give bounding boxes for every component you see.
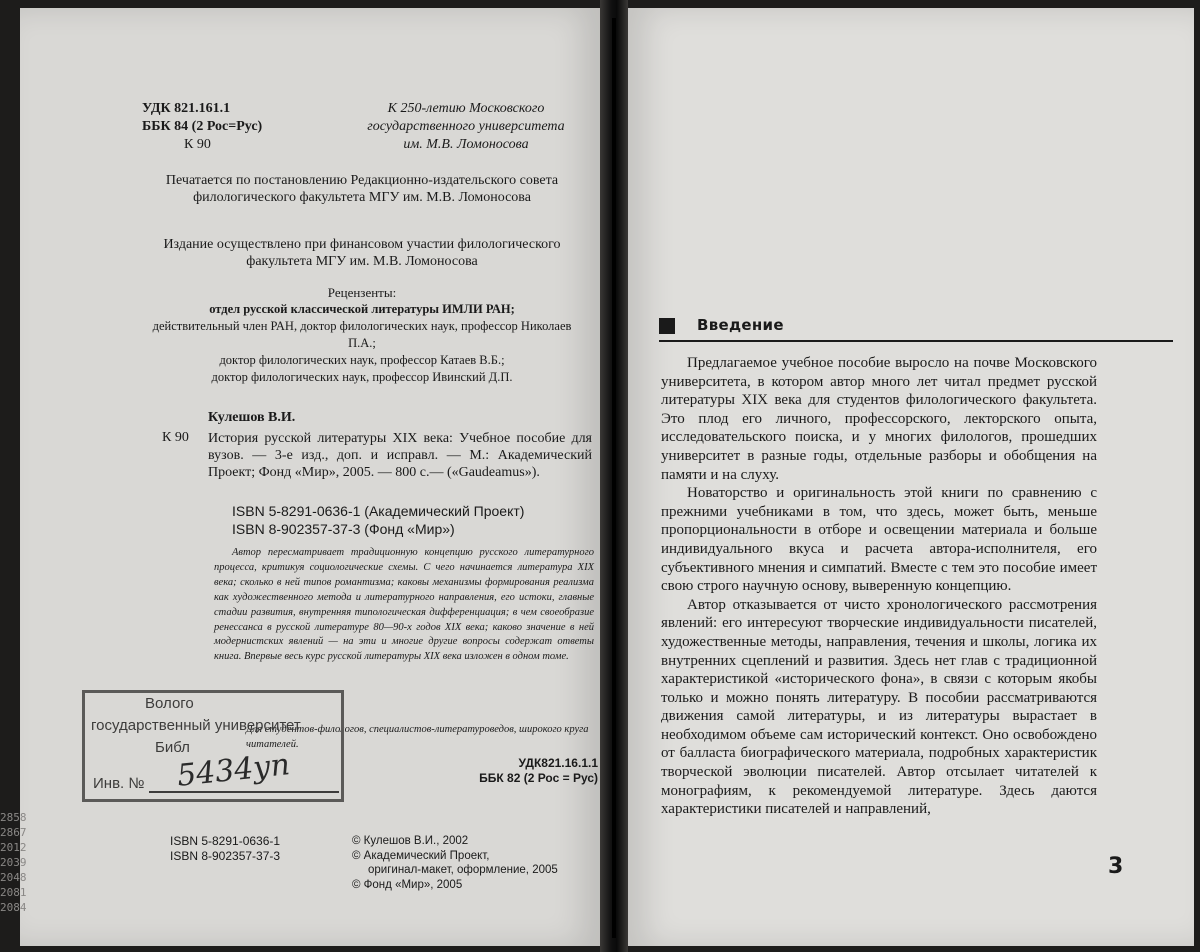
isbn-line: ISBN 5-8291-0636-1 bbox=[170, 834, 281, 848]
stamp-inventory-number: 5434уп bbox=[175, 747, 292, 794]
section-marker-square bbox=[659, 318, 675, 334]
introduction-body bbox=[661, 354, 1097, 819]
author-mark: К 90 bbox=[184, 137, 211, 152]
bleed-digit: 2081 bbox=[0, 886, 27, 899]
isbn-bottom bbox=[170, 834, 280, 864]
annotation: Автор пересматривает традиционную концепцию русского литературного процесса, критикуя социологические схемы. С чего начинается литература XIX века; сколько в ней типов романтизма; каковы механизмы формирования реализма как художественного метода и литературного направления, его истоки, главные стадии развития, внутренняя типологическая дифференциация; в чем своеобразие ренессанса в русской литературе 80—90-х годов XIX века; каково значение в ней модернистских явлений — на эти и многие другие вопросы содержат ответы книга. Впервые весь курс русской литературы XIX века изложен в одном томе. bbox=[214, 547, 594, 663]
funding-note: Издание осуществлено при финансовом участии филологического факультета МГУ им. М.В. Ломоносова bbox=[163, 237, 561, 269]
reviewer: отдел русской классической литературы ИМЛИ РАН; bbox=[209, 302, 515, 316]
stamp-line: государственный университет bbox=[91, 717, 301, 734]
bleed-digit: 2084 bbox=[0, 901, 27, 914]
bleed-digit: 2012 bbox=[0, 841, 27, 854]
isbn-block bbox=[232, 502, 524, 538]
dedication bbox=[332, 100, 600, 154]
isbn-line: ISBN 5-8291-0636-1 (Академический Проект) bbox=[232, 503, 525, 519]
paragraph: Предлагаемое учебное пособие выросло на почве Московского университета, в котором автор много лет читал предмет русской литературы XIX века для студентов филологического факультета. Это плод его личного, профессорского, лекторского опыта, исследовательского поиска, и у многих филологов, прошедших университет в разные годы, отдельные разборы и обобщения на памяти и на слуху. bbox=[661, 355, 1097, 483]
stamp-inventory-label: Инв. № bbox=[93, 775, 145, 792]
bleed-digit: 2048 bbox=[0, 871, 27, 884]
paragraph: Автор отказывается от чисто хронологического рассмотрения явлений: его интересуют творческие индивидуальности писателей, художественные методы, направления, течения и школы, логика их внутренних сцеплений и развития. Здесь нет глав с традиционной характеристикой «исторического фона», в связи с которым якобы только и можно понять литературу. В пособии рассматриваются движения самой литературы, и из литературы вырастает в необходимом объеме сам исторический контекст. Оно освобождено от балласта биографического материала, подробных характеристик творческой эволюции писателей. Автор отсылает читателей к монографиям, к рекомендуемой литературе. Здесь даются характеристики писателей и направлений, bbox=[661, 596, 1097, 818]
paragraph: Новаторство и оригинальность этой книги по сравнению с прежними учебниками в том, что здесь, может быть, меньше пропорциональности в отборе и освещении материала и больше индивидуального вкуса и расчета автора-исполнителя, его субъективного мнения и симпатий. Вместе с тем это пособие имеет свою строго научную основу, выверенную концепцию. bbox=[661, 485, 1097, 595]
classification-codes bbox=[142, 100, 262, 154]
dedication-line: им. М.В. Ломоносова bbox=[403, 137, 529, 152]
udk-line: УДК821.16.1.1 bbox=[518, 756, 598, 770]
udk-repeat bbox=[420, 756, 598, 786]
copyright-line: © Фонд «Мир», 2005 bbox=[352, 878, 463, 891]
gutter-line bbox=[612, 18, 616, 938]
bleed-digit: 2858 bbox=[0, 811, 27, 824]
isbn-line: ISBN 8-902357-37-3 bbox=[170, 849, 281, 863]
copyright-block bbox=[352, 834, 558, 892]
bleed-digit: 2039 bbox=[0, 856, 27, 869]
dedication-line: К 250-летию Московского bbox=[387, 101, 545, 116]
section-title: Введение bbox=[697, 316, 784, 334]
reviewer: доктор филологических наук, профессор Катаев В.Б.; bbox=[219, 353, 505, 367]
bleed-through-digits bbox=[0, 810, 50, 915]
udk-code: УДК 821.161.1 bbox=[142, 101, 231, 116]
author-name: Кулешов В.И. bbox=[208, 410, 296, 425]
copyright-line: оригинал-макет, оформление, 2005 bbox=[368, 864, 558, 876]
reviewers-block bbox=[142, 284, 582, 386]
catalog-mark: К 90 bbox=[162, 430, 189, 445]
section-header bbox=[659, 318, 1173, 342]
audience-note: Для студентов-филологов, специалистов-литературоведов, широкого круга читателей. bbox=[246, 724, 589, 750]
print-authorization: Печатается по постановлению Редакционно-издательского совета филологического факультета МГУ им. М.В. Ломоносова bbox=[165, 173, 559, 205]
stamp-line: Волого bbox=[145, 695, 194, 712]
reviewers-title: Рецензенты: bbox=[327, 285, 397, 300]
copyright-line: © Кулешов В.И., 2002 bbox=[352, 835, 469, 847]
reviewer: доктор филологических наук, профессор Ивинский Д.П. bbox=[211, 370, 513, 384]
page-number: 3 bbox=[1108, 854, 1124, 879]
reviewer: действительный член РАН, доктор филологических наук, профессор Николаев П.А.; bbox=[152, 319, 572, 350]
bleed-digit: 2867 bbox=[0, 826, 27, 839]
copyright-line: © Академический Проект, bbox=[352, 849, 490, 862]
bibliographic-description: История русской литературы XIX века: Учебное пособие для вузов. — 3-е изд., доп. и исправл. — М.: Академический Проект; Фонд «Мир», 2005. — 800 с.— («Gaudeamus»). bbox=[208, 431, 592, 480]
bbk-code: ББК 84 (2 Рос=Рус) bbox=[142, 119, 263, 134]
library-stamp bbox=[82, 690, 344, 802]
dedication-line: государственного университета bbox=[367, 119, 565, 134]
bbk-line: ББК 82 (2 Рос = Рус) bbox=[479, 771, 598, 785]
isbn-line: ISBN 8-902357-37-3 (Фонд «Мир») bbox=[232, 521, 455, 537]
stamp-underline bbox=[149, 791, 339, 793]
stamp-line: Библ bbox=[155, 739, 190, 756]
